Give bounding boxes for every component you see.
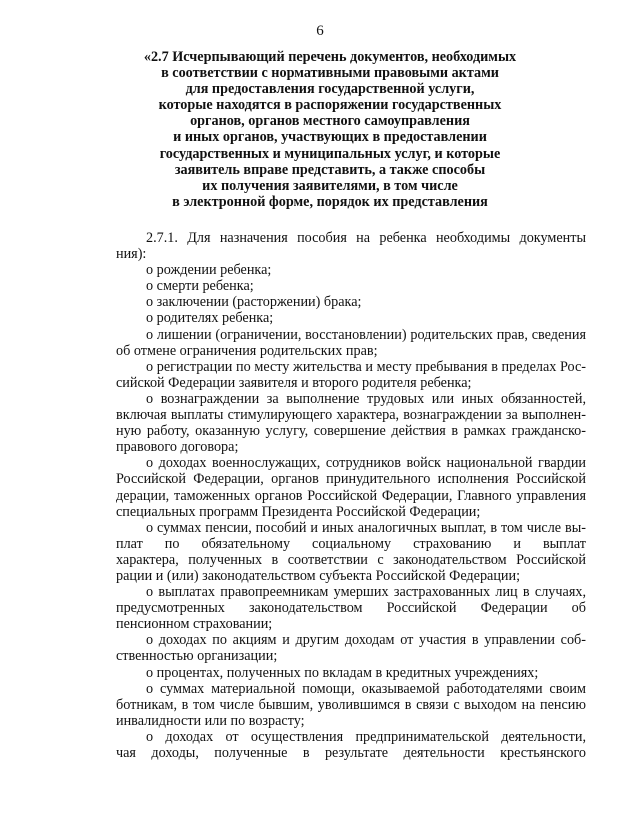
paragraph-line: о лишении (ограничении, восстановлении) родительских прав, сведения bbox=[146, 326, 586, 343]
paragraph-line: о доходах от осуществления предпринимательской деятельности, bbox=[146, 728, 586, 745]
heading-line: и иных органов, участвующих в предоставлении bbox=[173, 129, 487, 146]
paragraph-line: Российской Федерации, органов принудительного исполнения Российской bbox=[116, 471, 586, 488]
paragraph-line: инвалидности или по возрасту; bbox=[116, 712, 305, 729]
paragraph-line: дерации, таможенных органов Российской Федерации, Главного управления bbox=[116, 487, 586, 504]
heading-line: органов, органов местного самоуправления bbox=[190, 113, 470, 130]
heading-line: в электронной форме, порядок их представления bbox=[172, 193, 488, 210]
paragraph-line: правового договора; bbox=[116, 439, 239, 456]
paragraph-line: о доходах по акциям и другим доходам от участия в управлении соб- bbox=[146, 632, 586, 649]
paragraph-line: о выплатах правопреемникам умерших застрахованных лиц в случаях, bbox=[146, 584, 586, 601]
paragraph-line: о родителях ребенка; bbox=[146, 310, 274, 327]
page-number: 6 bbox=[316, 23, 324, 39]
paragraph-line: характера, полученных в соответствии с законодательством Российской bbox=[116, 551, 586, 568]
heading-line: заявитель вправе представить, а также способы bbox=[174, 161, 486, 178]
section-body bbox=[116, 230, 586, 761]
heading-line: для предоставления государственной услуги, bbox=[185, 81, 475, 98]
paragraph-line: 2.7.1. Для назначения пособия на ребенка необходимы документы bbox=[146, 230, 586, 246]
paragraph-line: сийской Федерации заявителя и второго родителя ребенка; bbox=[116, 374, 472, 391]
paragraph-line: предусмотренных законодательством Российской Федерации об bbox=[116, 600, 586, 617]
paragraph-line: включая выплаты стимулирующего характера, вознаграждении за выполнен- bbox=[116, 407, 586, 424]
paragraph-line: пенсионном страховании; bbox=[116, 616, 273, 633]
paragraph-line: о заключении (расторжении) брака; bbox=[146, 294, 362, 311]
paragraph-line: о вознаграждении за выполнение трудовых или иных обязанностей, bbox=[146, 390, 586, 407]
paragraph-line: ботникам, в том числе бывшим, уволившимся в связи с выходом на пенсию bbox=[116, 696, 586, 713]
paragraph-line: ственностью организации; bbox=[116, 648, 278, 665]
heading-line: их получения заявителями, в том числе bbox=[202, 177, 458, 194]
paragraph-line: о рождении ребенка; bbox=[146, 262, 272, 279]
section-heading bbox=[100, 49, 560, 210]
paragraph-line: ния): bbox=[116, 246, 147, 263]
paragraph-line: ную работу, оказанную услугу, совершение действия в рамках гражданско- bbox=[116, 423, 586, 440]
paragraph-line: специальных программ Президента Российской Федерации; bbox=[116, 503, 481, 520]
heading-line: в соответствии с нормативными правовыми актами bbox=[161, 65, 499, 82]
paragraph-line: рации и (или) законодательством субъекта Российской Федерации; bbox=[116, 567, 521, 584]
paragraph-line: о суммах материальной помощи, оказываемой работодателями своим bbox=[146, 680, 586, 697]
paragraph-line: об отмене ограничения родительских прав; bbox=[116, 342, 378, 359]
paragraph-line: о доходах военнослужащих, сотрудников войск национальной гвардии bbox=[146, 455, 586, 472]
paragraph-line: чая доходы, полученные в результате деятельности крестьянского bbox=[116, 745, 586, 761]
heading-line: «2.7 Исчерпывающий перечень документов, необходимых bbox=[143, 49, 517, 65]
heading-line: которые находятся в распоряжении государственных bbox=[158, 97, 502, 114]
paragraph-line: плат по обязательному социальному страхованию и выплат bbox=[116, 535, 586, 552]
heading-line: государственных и муниципальных услуг, и которые bbox=[159, 145, 501, 162]
paragraph-line: о процентах, полученных по вкладам в кредитных учреждениях; bbox=[146, 664, 539, 681]
paragraph-line: о суммах пенсии, пособий и иных аналогичных выплат, в том числе вы- bbox=[146, 519, 586, 536]
paragraph-line: о регистрации по месту жительства и месту пребывания в пределах Рос- bbox=[146, 358, 586, 375]
paragraph-line: о смерти ребенка; bbox=[146, 278, 254, 295]
